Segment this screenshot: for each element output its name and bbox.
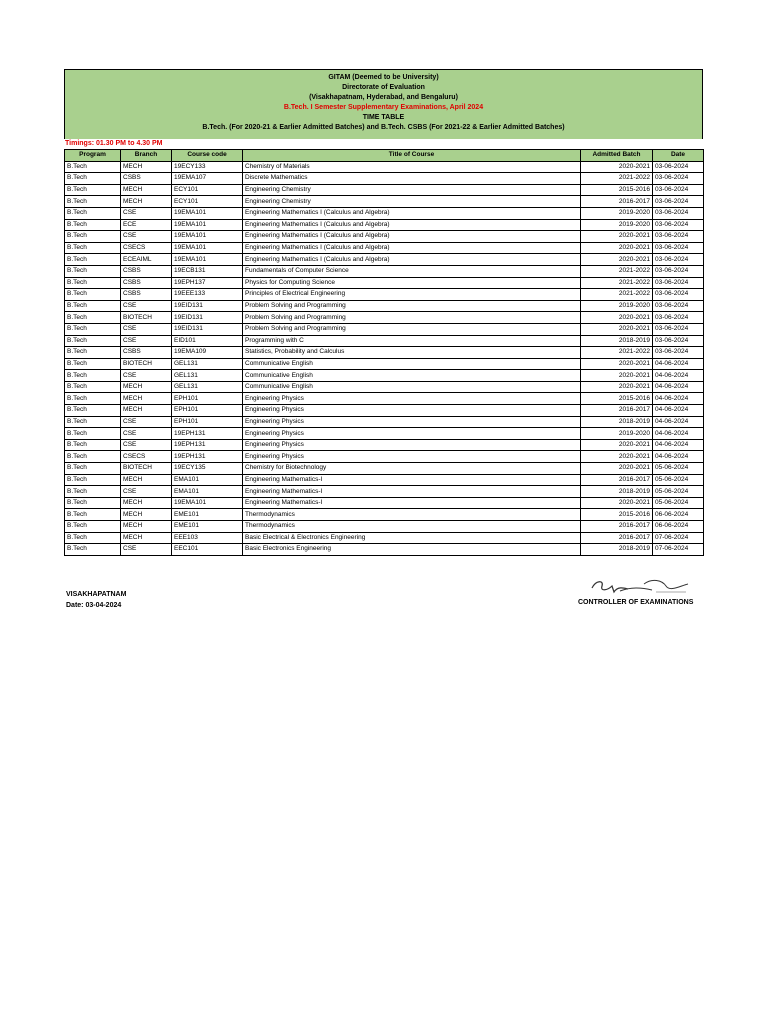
cell-course-title: Engineering Mathematics-I	[243, 497, 581, 509]
table-row	[65, 312, 704, 324]
cell-branch: CSE	[121, 207, 172, 219]
cell-branch: CSE	[121, 370, 172, 382]
timetable-sheet	[64, 69, 703, 556]
cell-course-title: Engineering Chemistry	[243, 184, 581, 196]
cell-program: B.Tech	[65, 300, 121, 312]
cell-branch: CSE	[121, 544, 172, 556]
cell-program: B.Tech	[65, 289, 121, 301]
cell-branch: CSE	[121, 486, 172, 498]
cell-branch: CSBS	[121, 277, 172, 289]
cell-program: B.Tech	[65, 370, 121, 382]
campus-list: (Visakhapatnam, Hyderabad, and Bengaluru)	[309, 94, 458, 101]
table-row	[65, 196, 704, 208]
cell-course-code: EPH101	[172, 405, 243, 417]
cell-exam-date: 04-06-2024	[653, 416, 704, 428]
cell-exam-date: 07-06-2024	[653, 544, 704, 556]
cell-course-title: Problem Solving and Programming	[243, 312, 581, 324]
table-row	[65, 428, 704, 440]
cell-branch: CSE	[121, 439, 172, 451]
column-header-date: Date	[653, 150, 704, 162]
table-row	[65, 161, 704, 173]
cell-program: B.Tech	[65, 254, 121, 266]
table-row	[65, 265, 704, 277]
cell-exam-date: 03-06-2024	[653, 173, 704, 185]
cell-branch: ECEAIML	[121, 254, 172, 266]
cell-course-title: Thermodynamics	[243, 509, 581, 521]
table-row	[65, 393, 704, 405]
cell-branch: CSECS	[121, 451, 172, 463]
cell-exam-date: 04-06-2024	[653, 381, 704, 393]
cell-program: B.Tech	[65, 196, 121, 208]
cell-course-title: Discrete Mathematics	[243, 173, 581, 185]
cell-course-code: 19EPH131	[172, 428, 243, 440]
table-row	[65, 544, 704, 556]
cell-program: B.Tech	[65, 486, 121, 498]
cell-course-code: EME101	[172, 509, 243, 521]
cell-admitted-batch: 2021-2022	[581, 289, 653, 301]
cell-exam-date: 05-06-2024	[653, 486, 704, 498]
cell-program: B.Tech	[65, 451, 121, 463]
table-row	[65, 335, 704, 347]
table-row	[65, 300, 704, 312]
issue-date: Date: 03-04-2024	[66, 602, 122, 609]
cell-program: B.Tech	[65, 509, 121, 521]
cell-admitted-batch: 2016-2017	[581, 474, 653, 486]
table-row	[65, 463, 704, 475]
cell-exam-date: 04-06-2024	[653, 393, 704, 405]
cell-course-title: Engineering Physics	[243, 451, 581, 463]
cell-admitted-batch: 2016-2017	[581, 532, 653, 544]
table-row	[65, 439, 704, 451]
cell-exam-date: 04-06-2024	[653, 358, 704, 370]
timetable-table	[64, 149, 704, 556]
cell-program: B.Tech	[65, 277, 121, 289]
cell-admitted-batch: 2015-2016	[581, 184, 653, 196]
cell-program: B.Tech	[65, 323, 121, 335]
cell-exam-date: 04-06-2024	[653, 370, 704, 382]
cell-exam-date: 03-06-2024	[653, 265, 704, 277]
cell-exam-date: 03-06-2024	[653, 300, 704, 312]
cell-admitted-batch: 2020-2021	[581, 381, 653, 393]
table-header-row	[65, 150, 704, 162]
cell-course-title: Engineering Mathematics I (Calculus and Algebra)	[243, 242, 581, 254]
cell-exam-date: 07-06-2024	[653, 532, 704, 544]
cell-course-code: 19EMA101	[172, 219, 243, 231]
cell-course-title: Problem Solving and Programming	[243, 323, 581, 335]
document-header	[64, 69, 703, 139]
cell-exam-date: 06-06-2024	[653, 521, 704, 533]
cell-course-title: Engineering Mathematics I (Calculus and Algebra)	[243, 207, 581, 219]
cell-branch: MECH	[121, 381, 172, 393]
cell-course-title: Engineering Physics	[243, 416, 581, 428]
cell-course-code: 19EMA101	[172, 254, 243, 266]
cell-course-title: Engineering Physics	[243, 439, 581, 451]
cell-admitted-batch: 2015-2016	[581, 393, 653, 405]
cell-program: B.Tech	[65, 312, 121, 324]
cell-branch: MECH	[121, 474, 172, 486]
cell-branch: MECH	[121, 405, 172, 417]
cell-branch: MECH	[121, 509, 172, 521]
cell-course-code: EME101	[172, 521, 243, 533]
cell-admitted-batch: 2020-2021	[581, 323, 653, 335]
column-header-program: Program	[65, 150, 121, 162]
cell-branch: CSBS	[121, 173, 172, 185]
table-row	[65, 323, 704, 335]
table-row	[65, 254, 704, 266]
cell-course-code: 19EMA101	[172, 497, 243, 509]
cell-program: B.Tech	[65, 358, 121, 370]
column-header-title: Title of Course	[243, 150, 581, 162]
cell-course-code: ECY101	[172, 184, 243, 196]
cell-branch: ECE	[121, 219, 172, 231]
cell-course-code: 19EPH131	[172, 451, 243, 463]
cell-course-title: Engineering Chemistry	[243, 196, 581, 208]
cell-admitted-batch: 2021-2022	[581, 265, 653, 277]
cell-course-title: Communicative English	[243, 358, 581, 370]
cell-branch: MECH	[121, 497, 172, 509]
cell-branch: BIOTECH	[121, 312, 172, 324]
exam-timings: Timings: 01.30 PM to 4.30 PM	[65, 140, 163, 147]
table-row	[65, 370, 704, 382]
cell-course-code: 19EID131	[172, 300, 243, 312]
cell-admitted-batch: 2018-2019	[581, 544, 653, 556]
cell-program: B.Tech	[65, 173, 121, 185]
cell-program: B.Tech	[65, 219, 121, 231]
cell-admitted-batch: 2018-2019	[581, 335, 653, 347]
cell-branch: CSBS	[121, 347, 172, 359]
cell-admitted-batch: 2016-2017	[581, 405, 653, 417]
cell-admitted-batch: 2020-2021	[581, 242, 653, 254]
cell-admitted-batch: 2021-2022	[581, 277, 653, 289]
cell-course-title: Programming with C	[243, 335, 581, 347]
cell-exam-date: 05-06-2024	[653, 463, 704, 475]
table-row	[65, 347, 704, 359]
cell-course-code: 19EMA107	[172, 173, 243, 185]
timetable-heading: TIME TABLE	[362, 114, 405, 121]
cell-branch: CSE	[121, 416, 172, 428]
cell-course-title: Engineering Mathematics I (Calculus and Algebra)	[243, 219, 581, 231]
cell-course-code: EPH101	[172, 416, 243, 428]
cell-course-code: GEL131	[172, 370, 243, 382]
cell-branch: CSE	[121, 335, 172, 347]
cell-branch: CSE	[121, 231, 172, 243]
table-row	[65, 231, 704, 243]
cell-branch: MECH	[121, 184, 172, 196]
cell-program: B.Tech	[65, 207, 121, 219]
cell-program: B.Tech	[65, 463, 121, 475]
table-row	[65, 521, 704, 533]
cell-admitted-batch: 2018-2019	[581, 416, 653, 428]
cell-exam-date: 06-06-2024	[653, 509, 704, 521]
table-row	[65, 207, 704, 219]
cell-exam-date: 03-06-2024	[653, 323, 704, 335]
table-row	[65, 173, 704, 185]
table-row	[65, 474, 704, 486]
batch-scope: B.Tech. (For 2020-21 & Earlier Admitted Batches) and B.Tech. CSBS (For 2021-22 & Earlier Admitted Batches)	[202, 124, 565, 131]
cell-course-code: 19EEE133	[172, 289, 243, 301]
cell-branch: BIOTECH	[121, 358, 172, 370]
cell-exam-date: 03-06-2024	[653, 207, 704, 219]
cell-branch: CSE	[121, 428, 172, 440]
cell-program: B.Tech	[65, 416, 121, 428]
cell-course-title: Statistics, Probability and Calculus	[243, 347, 581, 359]
cell-course-title: Engineering Mathematics I (Calculus and Algebra)	[243, 254, 581, 266]
cell-course-code: 19EPH137	[172, 277, 243, 289]
table-row	[65, 381, 704, 393]
cell-course-title: Chemistry for Biotechnology	[243, 463, 581, 475]
cell-admitted-batch: 2019-2020	[581, 219, 653, 231]
issue-details	[66, 589, 126, 611]
cell-course-title: Engineering Mathematics-I	[243, 486, 581, 498]
cell-course-code: GEL131	[172, 381, 243, 393]
cell-admitted-batch: 2020-2021	[581, 231, 653, 243]
cell-exam-date: 05-06-2024	[653, 474, 704, 486]
cell-branch: BIOTECH	[121, 463, 172, 475]
table-row	[65, 532, 704, 544]
cell-admitted-batch: 2021-2022	[581, 173, 653, 185]
cell-exam-date: 05-06-2024	[653, 497, 704, 509]
cell-course-title: Basic Electronics Engineering	[243, 544, 581, 556]
cell-admitted-batch: 2020-2021	[581, 312, 653, 324]
column-header-branch: Branch	[121, 150, 172, 162]
cell-admitted-batch: 2020-2021	[581, 161, 653, 173]
cell-program: B.Tech	[65, 184, 121, 196]
cell-course-title: Communicative English	[243, 370, 581, 382]
cell-exam-date: 03-06-2024	[653, 231, 704, 243]
cell-course-title: Thermodynamics	[243, 521, 581, 533]
table-row	[65, 242, 704, 254]
cell-program: B.Tech	[65, 242, 121, 254]
exam-title: B.Tech. I Semester Supplementary Examinations, April 2024	[283, 104, 484, 111]
table-row	[65, 509, 704, 521]
table-row	[65, 416, 704, 428]
cell-admitted-batch: 2019-2020	[581, 207, 653, 219]
cell-admitted-batch: 2015-2016	[581, 509, 653, 521]
cell-admitted-batch: 2016-2017	[581, 521, 653, 533]
signature-image	[590, 574, 690, 600]
cell-program: B.Tech	[65, 335, 121, 347]
cell-exam-date: 03-06-2024	[653, 184, 704, 196]
cell-exam-date: 03-06-2024	[653, 277, 704, 289]
cell-program: B.Tech	[65, 439, 121, 451]
cell-course-title: Chemistry of Materials	[243, 161, 581, 173]
cell-course-code: 19ECB131	[172, 265, 243, 277]
cell-branch: MECH	[121, 161, 172, 173]
cell-admitted-batch: 2020-2021	[581, 370, 653, 382]
table-row	[65, 405, 704, 417]
cell-admitted-batch: 2020-2021	[581, 439, 653, 451]
cell-course-code: EMA101	[172, 474, 243, 486]
cell-exam-date: 04-06-2024	[653, 451, 704, 463]
table-row	[65, 184, 704, 196]
cell-course-title: Engineering Physics	[243, 405, 581, 417]
table-row	[65, 497, 704, 509]
cell-course-code: 19EPH131	[172, 439, 243, 451]
cell-admitted-batch: 2020-2021	[581, 497, 653, 509]
cell-course-code: EMA101	[172, 486, 243, 498]
university-name: GITAM (Deemed to be University)	[328, 74, 439, 81]
cell-program: B.Tech	[65, 265, 121, 277]
cell-branch: CSBS	[121, 265, 172, 277]
cell-admitted-batch: 2020-2021	[581, 451, 653, 463]
cell-course-code: 19EID131	[172, 312, 243, 324]
cell-course-title: Engineering Physics	[243, 428, 581, 440]
issue-place: VISAKHAPATNAM	[66, 591, 127, 598]
cell-program: B.Tech	[65, 393, 121, 405]
cell-course-title: Communicative English	[243, 381, 581, 393]
cell-course-code: 19EMA101	[172, 207, 243, 219]
cell-program: B.Tech	[65, 532, 121, 544]
column-header-admitted-batch: Admitted Batch	[581, 150, 653, 162]
cell-admitted-batch: 2018-2019	[581, 486, 653, 498]
cell-course-code: EID101	[172, 335, 243, 347]
cell-branch: CSBS	[121, 289, 172, 301]
cell-branch: CSE	[121, 323, 172, 335]
cell-exam-date: 03-06-2024	[653, 347, 704, 359]
cell-branch: MECH	[121, 196, 172, 208]
cell-admitted-batch: 2020-2021	[581, 358, 653, 370]
table-row	[65, 219, 704, 231]
cell-course-title: Engineering Physics	[243, 393, 581, 405]
cell-course-title: Fundamentals of Computer Science	[243, 265, 581, 277]
cell-exam-date: 03-06-2024	[653, 242, 704, 254]
cell-program: B.Tech	[65, 497, 121, 509]
cell-admitted-batch: 2016-2017	[581, 196, 653, 208]
cell-program: B.Tech	[65, 161, 121, 173]
cell-course-code: 19EID131	[172, 323, 243, 335]
cell-program: B.Tech	[65, 381, 121, 393]
cell-branch: CSE	[121, 300, 172, 312]
cell-admitted-batch: 2021-2022	[581, 347, 653, 359]
cell-exam-date: 03-06-2024	[653, 161, 704, 173]
cell-course-code: EEC101	[172, 544, 243, 556]
signatory-title: CONTROLLER OF EXAMINATIONS	[578, 599, 694, 606]
table-row	[65, 486, 704, 498]
cell-branch: MECH	[121, 393, 172, 405]
cell-exam-date: 03-06-2024	[653, 312, 704, 324]
cell-exam-date: 03-06-2024	[653, 219, 704, 231]
cell-exam-date: 04-06-2024	[653, 439, 704, 451]
cell-admitted-batch: 2020-2021	[581, 254, 653, 266]
table-row	[65, 358, 704, 370]
cell-course-title: Problem Solving and Programming	[243, 300, 581, 312]
cell-course-title: Physics for Computing Science	[243, 277, 581, 289]
cell-exam-date: 03-06-2024	[653, 196, 704, 208]
cell-admitted-batch: 2019-2020	[581, 428, 653, 440]
cell-course-code: ECY101	[172, 196, 243, 208]
cell-course-code: 19EMA101	[172, 231, 243, 243]
cell-program: B.Tech	[65, 347, 121, 359]
cell-exam-date: 04-06-2024	[653, 428, 704, 440]
cell-program: B.Tech	[65, 405, 121, 417]
cell-program: B.Tech	[65, 474, 121, 486]
cell-exam-date: 03-06-2024	[653, 335, 704, 347]
cell-program: B.Tech	[65, 544, 121, 556]
cell-course-code: EEE103	[172, 532, 243, 544]
table-row	[65, 289, 704, 301]
cell-course-title: Basic Electrical & Electronics Engineering	[243, 532, 581, 544]
table-row	[65, 277, 704, 289]
cell-exam-date: 03-06-2024	[653, 289, 704, 301]
cell-branch: CSECS	[121, 242, 172, 254]
cell-program: B.Tech	[65, 521, 121, 533]
cell-course-title: Engineering Mathematics I (Calculus and Algebra)	[243, 231, 581, 243]
directorate-name: Directorate of Evaluation	[342, 84, 425, 91]
cell-admitted-batch: 2019-2020	[581, 300, 653, 312]
table-row	[65, 451, 704, 463]
cell-branch: MECH	[121, 532, 172, 544]
cell-course-code: EPH101	[172, 393, 243, 405]
cell-course-title: Engineering Mathematics-I	[243, 474, 581, 486]
cell-course-code: GEL131	[172, 358, 243, 370]
column-header-course-code: Course code	[172, 150, 243, 162]
cell-course-code: 19EMA101	[172, 242, 243, 254]
cell-course-title: Principles of Electrical Engineering	[243, 289, 581, 301]
cell-admitted-batch: 2020-2021	[581, 463, 653, 475]
cell-program: B.Tech	[65, 428, 121, 440]
cell-program: B.Tech	[65, 231, 121, 243]
cell-exam-date: 04-06-2024	[653, 405, 704, 417]
cell-course-code: 19EMA109	[172, 347, 243, 359]
cell-course-code: 19ECY135	[172, 463, 243, 475]
cell-exam-date: 03-06-2024	[653, 254, 704, 266]
cell-branch: MECH	[121, 521, 172, 533]
cell-course-code: 19ECY133	[172, 161, 243, 173]
